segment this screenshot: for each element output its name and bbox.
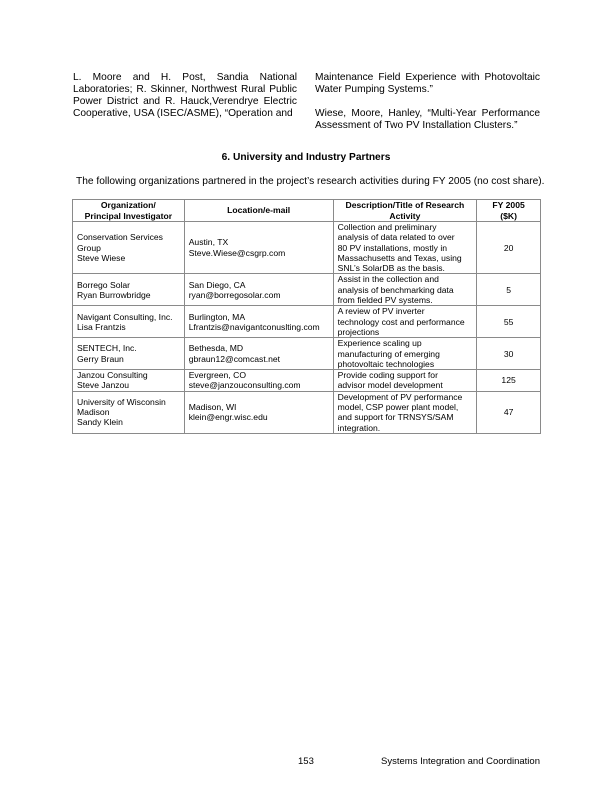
section-heading: 6. University and Industry Partners xyxy=(221,152,391,163)
cell-description: Development of PV performance model, CSP power plant model, and support for TRNSYS/SAM integration. xyxy=(333,391,477,433)
cell-location: Austin, TX Steve.Wiese@csgrp.com xyxy=(184,222,333,274)
cell-amount: 47 xyxy=(477,391,541,433)
cell-location: Evergreen, CO steve@janzouconsulting.com xyxy=(184,370,333,392)
cell-organization: Navigant Consulting, Inc. Lisa Frantzis xyxy=(73,306,185,338)
header-location: Location/e-mail xyxy=(184,200,333,222)
cell-amount: 125 xyxy=(477,370,541,392)
cell-organization: Borrego Solar Ryan Burrowbridge xyxy=(73,274,185,306)
table-header-row xyxy=(73,200,541,222)
cell-amount: 55 xyxy=(477,306,541,338)
references-left-column xyxy=(73,72,297,132)
cell-location: San Diego, CA ryan@borregosolar.com xyxy=(184,274,333,306)
cell-location: Madison, WI klein@engr.wisc.edu xyxy=(184,391,333,433)
references-right-column xyxy=(315,72,540,144)
cell-location: Burlington, MA Lfrantzis@navigantconuslting.com xyxy=(184,306,333,338)
table-row xyxy=(73,222,541,274)
cell-amount: 5 xyxy=(477,274,541,306)
reference-text: Maintenance Field Experience with Photovoltaic Water Pumping Systems.” xyxy=(315,72,540,95)
cell-description: A review of PV inverter technology cost and performance projections xyxy=(333,306,477,338)
cell-organization: Janzou Consulting Steve Janzou xyxy=(73,370,185,392)
cell-organization: Conservation Services Group Steve Wiese xyxy=(73,222,185,274)
cell-description: Collection and preliminary analysis of data related to over 80 PV installations, mostly in Massachusetts and Texas, using SNL’s SolarDB as the basis. xyxy=(333,222,477,274)
cell-organization: SENTECH, Inc. Gerry Braun xyxy=(73,338,185,370)
cell-description: Experience scaling up manufacturing of emerging photovoltaic technologies xyxy=(333,338,477,370)
cell-description: Provide coding support for advisor model development xyxy=(333,370,477,392)
cell-amount: 30 xyxy=(477,338,541,370)
page-number: 153 xyxy=(298,756,314,767)
intro-paragraph: The following organizations partnered in the project’s research activities during FY 2005 (no cost share). xyxy=(76,176,545,187)
cell-organization: University of Wisconsin Madison Sandy Klein xyxy=(73,391,185,433)
cell-description: Assist in the collection and analysis of benchmarking data from fielded PV systems. xyxy=(333,274,477,306)
table-row xyxy=(73,338,541,370)
table-row xyxy=(73,274,541,306)
table-row xyxy=(73,306,541,338)
table-row xyxy=(73,391,541,433)
table-row xyxy=(73,370,541,392)
cell-location: Bethesda, MD gbraun12@comcast.net xyxy=(184,338,333,370)
header-amount: FY 2005 ($K) xyxy=(477,200,541,222)
footer-section-title: Systems Integration and Coordination xyxy=(381,756,540,767)
cell-amount: 20 xyxy=(477,222,541,274)
reference-text: L. Moore and H. Post, Sandia National Laboratories; R. Skinner, Northwest Rural Public Power District and R. Hauck,Verendrye Electric Cooperative, USA (ISEC/ASME), “Operation and xyxy=(73,72,297,119)
partners-table xyxy=(72,199,541,434)
header-organization: Organization/ Principal Investigator xyxy=(73,200,185,222)
reference-text: Wiese, Moore, Hanley, “Multi-Year Performance Assessment of Two PV Installation Clusters.” xyxy=(315,108,540,131)
header-description: Description/Title of Research Activity xyxy=(333,200,477,222)
